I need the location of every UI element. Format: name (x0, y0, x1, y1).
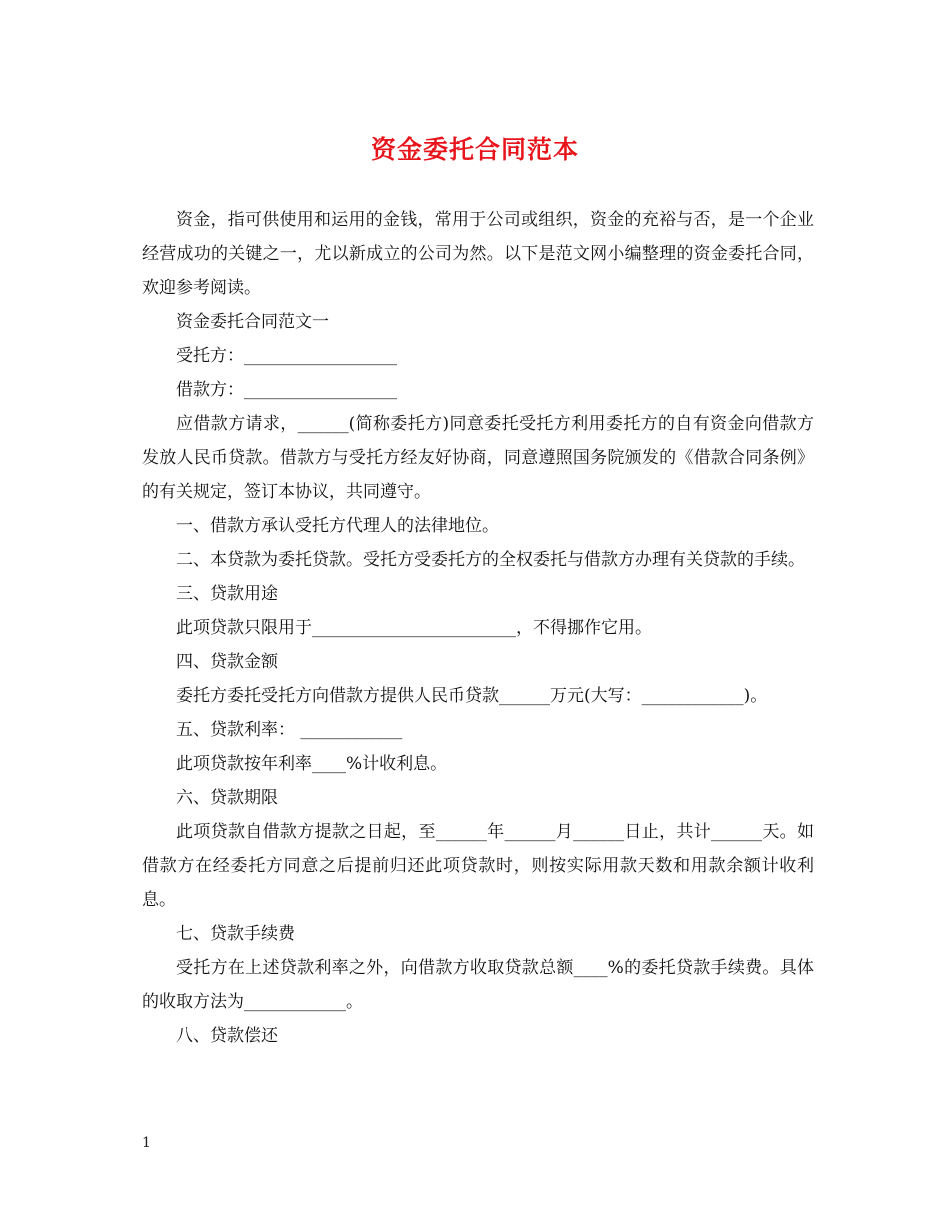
paragraph-clause-7-body: 受托方在上述贷款利率之外，向借款方收取贷款总额____%的委托贷款手续费。具体的收取方法为____________。 (142, 958, 814, 1012)
paragraph-clause-5-body: 此项贷款按年利率____%计收利息。 (176, 754, 448, 774)
document-body (142, 203, 814, 1053)
paragraph-clause-8-heading: 八、贷款偿还 (176, 1026, 278, 1046)
document-title: 资金委托合同范本 (370, 135, 579, 164)
paragraph-trustee: 受托方：__________________ (176, 346, 397, 366)
paragraph-clause-1: 一、借款方承认受托方代理人的法律地位。 (176, 516, 499, 536)
paragraph-borrower: 借款方：__________________ (176, 380, 397, 400)
paragraph-clause-4-body: 委托方委托受托方向借款方提供人民币贷款______万元(大写：____________)。 (176, 686, 768, 706)
paragraph-clause-4-heading: 四、贷款金额 (176, 652, 278, 672)
paragraph-clause-3-body: 此项贷款只限用于________________________，不得挪作它用。 (176, 618, 652, 638)
paragraph-clause-5-heading: 五、贷款利率： ____________ (176, 720, 403, 740)
paragraph-clause-7-heading: 七、贷款手续费 (176, 924, 295, 944)
paragraph-clause-3-heading: 三、贷款用途 (176, 584, 278, 604)
paragraph-clause-6-body: 此项贷款自借款方提款之日起，至______年______月______日止，共计______天。如借款方在经委托方同意之后提前归还此项贷款时，则按实际用款天数和用款余额计收利息。 (142, 822, 814, 910)
paragraph-intro: 资金，指可供使用和运用的金钱，常用于公司或组织，资金的充裕与否，是一个企业经营成功的关键之一，尤以新成立的公司为然。以下是范文网小编整理的资金委托合同，欢迎参考阅读。 (142, 210, 814, 298)
paragraph-clause-2: 二、本贷款为委托贷款。受托方受委托方的全权委托与借款方办理有关贷款的手续。 (176, 550, 805, 570)
paragraph-preamble: 应借款方请求，______(简称委托方)同意委托受托方利用委托方的自有资金向借款方发放人民币贷款。借款方与受托方经友好协商，同意遵照国务院颁发的《借款合同条例》的有关规定，签订本协议，共同遵守。 (142, 414, 814, 502)
paragraph-sample-heading: 资金委托合同范文一 (176, 312, 329, 332)
page-number: 1 (142, 1135, 151, 1151)
paragraph-clause-6-heading: 六、贷款期限 (176, 788, 278, 808)
